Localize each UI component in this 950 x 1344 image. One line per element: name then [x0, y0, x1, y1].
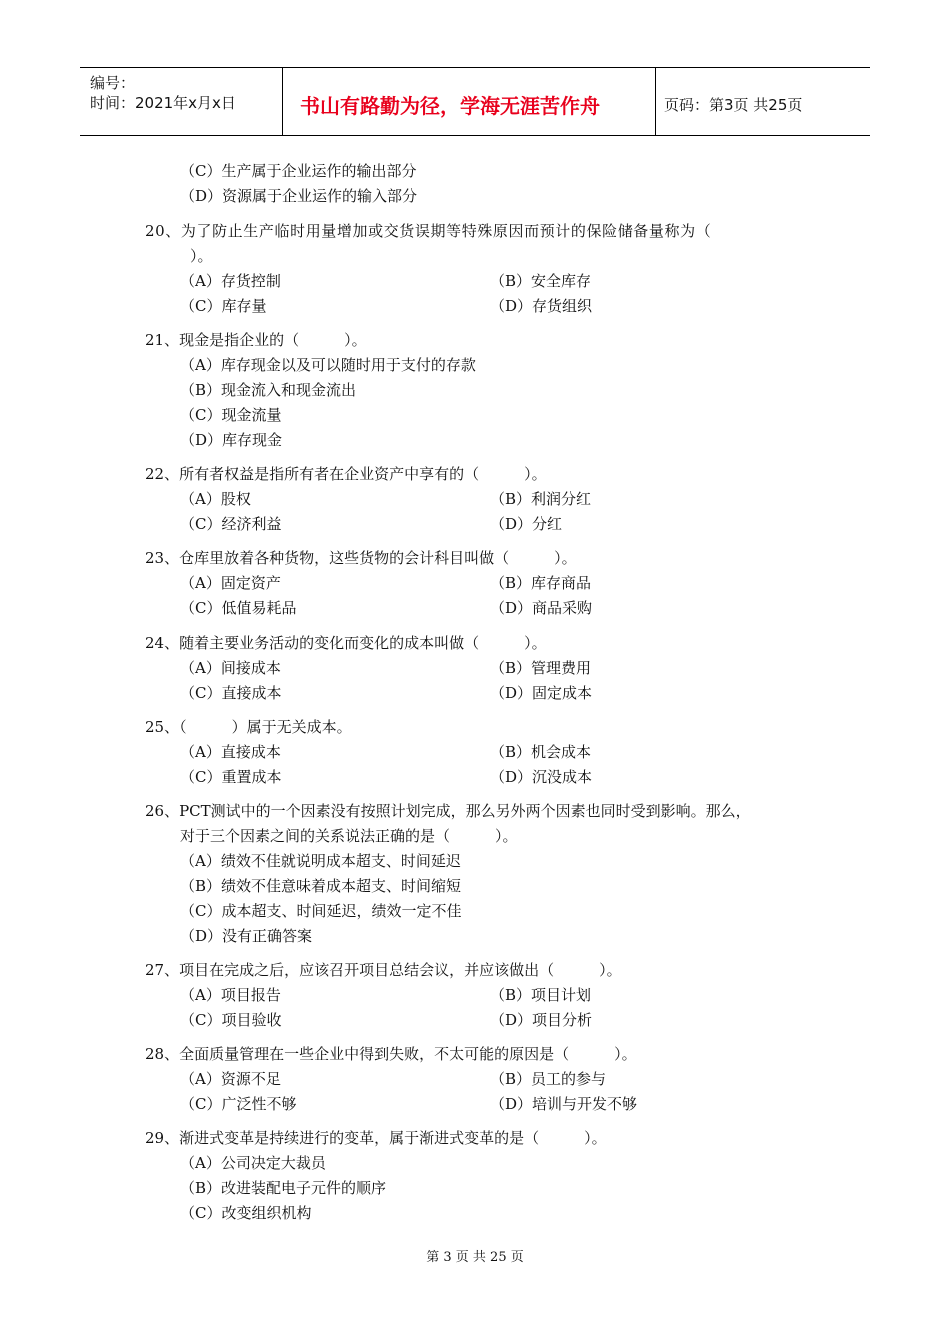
option-line: （B）利润分红 [490, 490, 592, 508]
question-stem: ）。 [190, 247, 213, 265]
option-line: （A）库存现金以及可以随时用于支付的存款 [180, 356, 476, 374]
page-footer: 第 3 页 共 25 页 [426, 1250, 524, 1265]
option-line: （A）存货控制 [180, 272, 281, 290]
option-line: （C）广泛性不够 [180, 1095, 297, 1113]
question-stem: 25、（ ）属于无关成本。 [145, 718, 352, 736]
option-line: （C）现金流量 [180, 406, 282, 424]
option-line: （B）现金流入和现金流出 [180, 381, 357, 399]
option-line: （C）经济利益 [180, 515, 282, 533]
option-line: （B）绩效不佳意味着成本超支、时间缩短 [180, 877, 462, 895]
question-stem: 24、随着主要业务活动的变化而变化的成本叫做（ ）。 [145, 634, 547, 652]
option-line: （A）股权 [180, 490, 251, 508]
question-stem: 28、全面质量管理在一些企业中得到失败，不太可能的原因是（ ）。 [145, 1045, 637, 1063]
option-line: （B）改进装配电子元件的顺序 [180, 1179, 387, 1197]
header-motto: 书山有路勤为径，学海无涯苦作舟 [300, 94, 600, 118]
header-page-label: 页码：第3页 共25页 [664, 96, 803, 114]
question-stem: 27、项目在完成之后，应该召开项目总结会议，并应该做出（ ）。 [145, 961, 622, 979]
option-line: （C）低值易耗品 [180, 599, 297, 617]
option-line: （C）重置成本 [180, 768, 282, 786]
header-top-rule [80, 67, 870, 68]
option-line: （A）绩效不佳就说明成本超支、时间延迟 [180, 852, 461, 870]
option-line: （B）员工的参与 [490, 1070, 607, 1088]
option-line: （A）间接成本 [180, 659, 281, 677]
option-line: （A）项目报告 [180, 986, 281, 1004]
option-line: （D）项目分析 [490, 1011, 593, 1029]
question-stem: 22、所有者权益是指所有者在企业资产中享有的（ ）。 [145, 465, 547, 483]
header-divider-right [655, 67, 656, 135]
option-line: （B）管理费用 [490, 659, 592, 677]
option-line: （D）培训与开发不够 [490, 1095, 638, 1113]
option-line: （D）分红 [490, 515, 563, 533]
question-stem: 29、渐进式变革是持续进行的变革，属于渐进式变革的是（ ）。 [145, 1129, 607, 1147]
header-time-label: 时间：2021年x月x日 [90, 94, 236, 112]
question-stem: 对于三个因素之间的关系说法正确的是（ ）。 [180, 827, 518, 845]
option-line: （A）公司决定大裁员 [180, 1154, 326, 1172]
option-line: （D）没有正确答案 [180, 927, 313, 945]
option-line: （B）安全库存 [490, 272, 592, 290]
option-line: （C）直接成本 [180, 684, 282, 702]
option-line: （A）固定资产 [180, 574, 281, 592]
question-stem: 26、PCT测试中的一个因素没有按照计划完成，那么另外两个因素也同时受到影响。那么， [145, 802, 751, 820]
question-stem: 20、为了防止生产临时用量增加或交货误期等特殊原因而预计的保险储备量称为（ [145, 222, 712, 240]
option-line: （D）资源属于企业运作的输入部分 [180, 187, 418, 205]
header-bottom-rule [80, 135, 870, 136]
option-line: （D）固定成本 [490, 684, 593, 702]
option-line: （B）库存商品 [490, 574, 592, 592]
option-line: （C）生产属于企业运作的输出部分 [180, 162, 417, 180]
question-stem: 23、仓库里放着各种货物，这些货物的会计科目叫做（ ）。 [145, 549, 577, 567]
option-line: （D）库存现金 [180, 431, 283, 449]
question-stem: 21、现金是指企业的（ ）。 [145, 331, 367, 349]
option-line: （C）成本超支、时间延迟，绩效一定不佳 [180, 902, 462, 920]
header-code-label: 编号： [90, 74, 136, 92]
option-line: （C）库存量 [180, 297, 267, 315]
option-line: （D）存货组织 [490, 297, 593, 315]
option-line: （C）改变组织机构 [180, 1204, 312, 1222]
option-line: （B）机会成本 [490, 743, 592, 761]
option-line: （A）直接成本 [180, 743, 281, 761]
option-line: （D）沉没成本 [490, 768, 593, 786]
option-line: （D）商品采购 [490, 599, 593, 617]
header-divider-left [282, 67, 283, 135]
option-line: （C）项目验收 [180, 1011, 282, 1029]
option-line: （A）资源不足 [180, 1070, 281, 1088]
option-line: （B）项目计划 [490, 986, 592, 1004]
